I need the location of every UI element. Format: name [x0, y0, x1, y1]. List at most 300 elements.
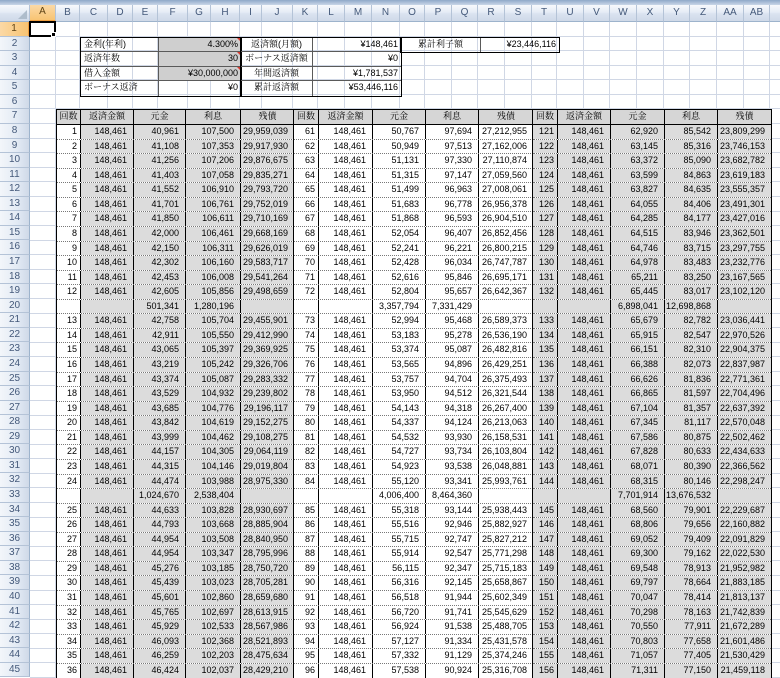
cell-balance[interactable]: 22,904,375	[718, 343, 771, 357]
cell-balance[interactable]: 29,959,039	[241, 125, 294, 139]
cell-interest[interactable]: 93,341	[426, 475, 479, 489]
cell-balance[interactable]: 23,619,183	[718, 169, 771, 183]
cell-count[interactable]: 9	[57, 242, 81, 256]
row-header-37[interactable]: 37	[0, 546, 30, 561]
cell-balance[interactable]: 21,530,429	[718, 649, 771, 663]
param-label[interactable]: ボーナス返済額	[241, 52, 313, 67]
cell-principal[interactable]: 66,865	[611, 387, 665, 401]
row-header-22[interactable]: 22	[0, 328, 30, 343]
cell-payment[interactable]: 148,461	[558, 227, 611, 241]
cell-balance[interactable]: 29,196,117	[241, 402, 294, 416]
cell-interest[interactable]: 77,658	[665, 635, 718, 649]
cell-balance[interactable]: 28,750,720	[241, 562, 294, 576]
cell-payment[interactable]: 148,461	[81, 271, 134, 285]
cell-principal[interactable]: 67,586	[611, 431, 665, 445]
cell-principal[interactable]: 53,950	[373, 387, 426, 401]
cell-payment[interactable]: 148,461	[81, 343, 134, 357]
cell-payment[interactable]: 148,461	[558, 576, 611, 590]
cell-count[interactable]: 72	[294, 285, 319, 299]
cell-payment[interactable]: 148,461	[319, 343, 373, 357]
cell-count[interactable]: 35	[57, 649, 81, 663]
cell-count[interactable]: 85	[294, 504, 319, 518]
cell-principal[interactable]: 67,345	[611, 416, 665, 430]
cell-interest[interactable]: 94,704	[426, 373, 479, 387]
cell-principal[interactable]: 45,276	[134, 562, 186, 576]
param-value[interactable]: ¥148,461	[313, 38, 401, 53]
param-value[interactable]: 4.300%	[159, 38, 241, 53]
cell-interest[interactable]: 102,203	[186, 649, 241, 663]
cell-balance[interactable]: 29,455,901	[241, 314, 294, 328]
cell-count[interactable]: 128	[533, 227, 558, 241]
cell-interest[interactable]: 83,483	[665, 256, 718, 270]
cell-balance[interactable]: 29,412,990	[241, 329, 294, 343]
cell-count[interactable]: 127	[533, 212, 558, 226]
cell-count[interactable]: 147	[533, 533, 558, 547]
column-header-H[interactable]: H	[211, 5, 240, 22]
cell-principal[interactable]: 55,120	[373, 475, 426, 489]
cell-count[interactable]: 156	[533, 664, 558, 678]
cell-payment[interactable]: 148,461	[319, 518, 373, 532]
cell-balance[interactable]: 27,059,560	[479, 169, 533, 183]
cell-count[interactable]: 150	[533, 576, 558, 590]
cell-principal[interactable]: 44,954	[134, 547, 186, 561]
cell-balance[interactable]: 26,375,493	[479, 373, 533, 387]
cell-interest[interactable]: 92,347	[426, 562, 479, 576]
cell-interest[interactable]: 104,305	[186, 445, 241, 459]
cell-payment[interactable]: 148,461	[319, 649, 373, 663]
cell-payment[interactable]: 148,461	[319, 562, 373, 576]
cell-interest[interactable]: 102,368	[186, 635, 241, 649]
cell-interest[interactable]: 82,073	[665, 358, 718, 372]
cell-principal[interactable]: 53,374	[373, 343, 426, 357]
cell-interest[interactable]: 82,310	[665, 343, 718, 357]
cell-balance[interactable]: 29,793,720	[241, 183, 294, 197]
cell-interest[interactable]: 96,778	[426, 198, 479, 212]
cell-balance[interactable]: 26,048,881	[479, 460, 533, 474]
row-header-32[interactable]: 32	[0, 473, 30, 488]
cell-payment[interactable]: 148,461	[319, 431, 373, 445]
cell-interest[interactable]: 103,347	[186, 547, 241, 561]
cell-principal[interactable]: 51,131	[373, 154, 426, 168]
cell-interest[interactable]: 83,946	[665, 227, 718, 241]
cell-count[interactable]: 2	[57, 140, 81, 154]
row-header-23[interactable]: 23	[0, 342, 30, 357]
cell-balance[interactable]: 21,459,118	[718, 664, 771, 678]
cell-principal[interactable]: 43,374	[134, 373, 186, 387]
cell-interest[interactable]: 80,390	[665, 460, 718, 474]
cell-count[interactable]: 68	[294, 227, 319, 241]
cell-principal[interactable]: 42,000	[134, 227, 186, 241]
cell-interest[interactable]: 84,406	[665, 198, 718, 212]
cell-count[interactable]: 129	[533, 242, 558, 256]
cell-interest[interactable]: 106,461	[186, 227, 241, 241]
cell-count[interactable]: 33	[57, 620, 81, 634]
col-header-3[interactable]: 利息	[186, 110, 241, 124]
cell-count[interactable]: 145	[533, 504, 558, 518]
cell-principal[interactable]: 42,605	[134, 285, 186, 299]
cell-interest[interactable]: 103,668	[186, 518, 241, 532]
cell-count[interactable]: 126	[533, 198, 558, 212]
cell-interest[interactable]: 105,550	[186, 329, 241, 343]
cell-payment[interactable]: 148,461	[319, 358, 373, 372]
cell-balance[interactable]: 27,212,955	[479, 125, 533, 139]
cell-count[interactable]: 134	[533, 329, 558, 343]
cell-count[interactable]: 96	[294, 664, 319, 678]
cell-interest[interactable]: 96,593	[426, 212, 479, 226]
cell-balance[interactable]: 21,883,185	[718, 576, 771, 590]
cell-count[interactable]: 82	[294, 445, 319, 459]
cell-interest[interactable]: 97,694	[426, 125, 479, 139]
cell-principal-subtotal[interactable]: 501,341	[134, 300, 186, 314]
cell-count[interactable]: 20	[57, 416, 81, 430]
cell-count-empty[interactable]	[533, 489, 558, 503]
cell-count[interactable]: 130	[533, 256, 558, 270]
cell-balance[interactable]: 22,970,526	[718, 329, 771, 343]
selected-cell-a1[interactable]	[29, 21, 56, 37]
row-header-6[interactable]: 6	[0, 95, 30, 110]
cell-principal[interactable]: 44,474	[134, 475, 186, 489]
cell-payment[interactable]: 148,461	[558, 373, 611, 387]
cell-count[interactable]: 29	[57, 562, 81, 576]
cell-balance[interactable]: 25,715,183	[479, 562, 533, 576]
cell-count[interactable]: 30	[57, 576, 81, 590]
cell-balance[interactable]: 26,213,063	[479, 416, 533, 430]
cell-count[interactable]: 146	[533, 518, 558, 532]
row-header-17[interactable]: 17	[0, 255, 30, 270]
cell-balance[interactable]: 22,298,247	[718, 475, 771, 489]
cell-balance[interactable]: 25,658,867	[479, 576, 533, 590]
cell-principal[interactable]: 52,054	[373, 227, 426, 241]
cell-principal[interactable]: 52,428	[373, 256, 426, 270]
param-label[interactable]: 累計返済額	[241, 81, 313, 96]
cell-balance[interactable]: 23,555,357	[718, 183, 771, 197]
cell-count[interactable]: 151	[533, 591, 558, 605]
cell-count-empty[interactable]	[294, 300, 319, 314]
cell-balance[interactable]: 26,536,190	[479, 329, 533, 343]
cell-interest[interactable]: 77,150	[665, 664, 718, 678]
cell-balance[interactable]: 26,321,544	[479, 387, 533, 401]
cell-interest[interactable]: 79,162	[665, 547, 718, 561]
cell-principal[interactable]: 43,842	[134, 416, 186, 430]
cell-principal[interactable]: 56,115	[373, 562, 426, 576]
cell-count[interactable]: 5	[57, 183, 81, 197]
row-header-36[interactable]: 36	[0, 532, 30, 547]
cell-interest[interactable]: 105,242	[186, 358, 241, 372]
cell-payment[interactable]: 148,461	[558, 620, 611, 634]
cell-count[interactable]: 141	[533, 431, 558, 445]
cell-interest-subtotal[interactable]: 13,676,532	[665, 489, 718, 503]
cell-balance[interactable]: 26,429,251	[479, 358, 533, 372]
cell-principal-subtotal[interactable]: 3,357,794	[373, 300, 426, 314]
cell-balance[interactable]: 26,589,373	[479, 314, 533, 328]
cell-principal[interactable]: 69,300	[611, 547, 665, 561]
cell-interest[interactable]: 84,863	[665, 169, 718, 183]
cell-balance[interactable]: 29,626,019	[241, 242, 294, 256]
cell-payment[interactable]: 148,461	[319, 227, 373, 241]
cell-principal[interactable]: 67,104	[611, 402, 665, 416]
cell-count[interactable]: 10	[57, 256, 81, 270]
cell-payment[interactable]: 148,461	[81, 285, 134, 299]
cell-count[interactable]: 124	[533, 169, 558, 183]
cell-balance[interactable]: 23,102,120	[718, 285, 771, 299]
cell-payment[interactable]: 148,461	[81, 518, 134, 532]
cell-interest[interactable]: 91,944	[426, 591, 479, 605]
cell-count-empty[interactable]	[533, 300, 558, 314]
cell-interest[interactable]: 94,512	[426, 387, 479, 401]
cell-principal[interactable]: 43,065	[134, 343, 186, 357]
column-header-G[interactable]: G	[188, 5, 211, 22]
cell-payment[interactable]: 148,461	[81, 314, 134, 328]
cell-payment[interactable]: 148,461	[81, 475, 134, 489]
cell-balance[interactable]: 29,668,169	[241, 227, 294, 241]
cell-balance[interactable]: 26,103,804	[479, 445, 533, 459]
cell-principal[interactable]: 51,315	[373, 169, 426, 183]
cell-principal[interactable]: 64,515	[611, 227, 665, 241]
cell-principal[interactable]: 57,332	[373, 649, 426, 663]
cell-count[interactable]: 17	[57, 373, 81, 387]
param-label[interactable]: 借入金額	[81, 67, 159, 82]
cell-count[interactable]: 62	[294, 140, 319, 154]
cell-payment[interactable]: 148,461	[558, 358, 611, 372]
cell-interest[interactable]: 83,715	[665, 242, 718, 256]
row-header-25[interactable]: 25	[0, 372, 30, 387]
cell-interest-subtotal[interactable]: 2,538,404	[186, 489, 241, 503]
cell-count[interactable]: 139	[533, 402, 558, 416]
cell-interest[interactable]: 93,734	[426, 445, 479, 459]
cell-count[interactable]: 79	[294, 402, 319, 416]
row-header-45[interactable]: 45	[0, 663, 30, 678]
cell-balance[interactable]: 26,267,400	[479, 402, 533, 416]
cell-interest[interactable]: 104,932	[186, 387, 241, 401]
cell-interest[interactable]: 85,316	[665, 140, 718, 154]
row-header-38[interactable]: 38	[0, 561, 30, 576]
cell-balance[interactable]: 29,498,659	[241, 285, 294, 299]
cell-count[interactable]: 26	[57, 518, 81, 532]
cell-payment[interactable]: 148,461	[558, 242, 611, 256]
cell-count[interactable]: 131	[533, 271, 558, 285]
cell-interest[interactable]: 103,023	[186, 576, 241, 590]
cell-payment[interactable]: 148,461	[319, 533, 373, 547]
cell-count[interactable]: 1	[57, 125, 81, 139]
column-header-N[interactable]: N	[372, 5, 400, 22]
cell-principal[interactable]: 54,923	[373, 460, 426, 474]
cell-balance[interactable]: 25,431,578	[479, 635, 533, 649]
row-header-28[interactable]: 28	[0, 415, 30, 430]
col-header-4[interactable]: 残債	[241, 110, 294, 124]
cell-payment[interactable]: 148,461	[319, 606, 373, 620]
cell-principal[interactable]: 41,850	[134, 212, 186, 226]
cell-balance[interactable]: 22,434,633	[718, 445, 771, 459]
cell-count[interactable]: 77	[294, 373, 319, 387]
cell-principal[interactable]: 46,259	[134, 649, 186, 663]
row-header-7[interactable]: 7	[0, 109, 30, 124]
cell-count[interactable]: 89	[294, 562, 319, 576]
cell-balance[interactable]: 22,771,361	[718, 373, 771, 387]
column-header-C[interactable]: C	[80, 5, 108, 22]
cell-balance[interactable]: 29,583,717	[241, 256, 294, 270]
cell-interest[interactable]: 80,633	[665, 445, 718, 459]
cell-interest[interactable]: 103,508	[186, 533, 241, 547]
cell-principal[interactable]: 54,727	[373, 445, 426, 459]
cell-interest[interactable]: 91,538	[426, 620, 479, 634]
cell-payment[interactable]: 148,461	[81, 504, 134, 518]
row-header-18[interactable]: 18	[0, 270, 30, 285]
cell-interest[interactable]: 81,597	[665, 387, 718, 401]
cell-count[interactable]: 78	[294, 387, 319, 401]
cell-count[interactable]: 135	[533, 343, 558, 357]
cell-balance[interactable]: 23,491,301	[718, 198, 771, 212]
cell-principal[interactable]: 46,424	[134, 664, 186, 678]
cell-interest[interactable]: 103,828	[186, 504, 241, 518]
cell-balance[interactable]: 29,876,675	[241, 154, 294, 168]
cell-interest[interactable]: 102,533	[186, 620, 241, 634]
cell-principal[interactable]: 44,793	[134, 518, 186, 532]
cell-count[interactable]: 88	[294, 547, 319, 561]
cell-balance[interactable]: 27,162,006	[479, 140, 533, 154]
cell-count[interactable]: 31	[57, 591, 81, 605]
cell-payment[interactable]: 148,461	[319, 212, 373, 226]
cell-interest[interactable]: 107,058	[186, 169, 241, 183]
row-header-31[interactable]: 31	[0, 459, 30, 474]
row-header-12[interactable]: 12	[0, 182, 30, 197]
cell-payment[interactable]: 148,461	[319, 664, 373, 678]
cell-count[interactable]: 137	[533, 373, 558, 387]
cell-balance[interactable]: 23,297,755	[718, 242, 771, 256]
cell-count-empty[interactable]	[57, 489, 81, 503]
cell-count[interactable]: 93	[294, 620, 319, 634]
cell-balance[interactable]: 26,904,510	[479, 212, 533, 226]
cell-payment[interactable]: 148,461	[319, 504, 373, 518]
row-header-5[interactable]: 5	[0, 80, 30, 95]
cell-principal[interactable]: 43,529	[134, 387, 186, 401]
row-header-41[interactable]: 41	[0, 605, 30, 620]
cell-count[interactable]: 66	[294, 198, 319, 212]
cell-interest-subtotal[interactable]: 1,280,196	[186, 300, 241, 314]
cell-principal-subtotal[interactable]: 1,024,670	[134, 489, 186, 503]
cell-payment[interactable]: 148,461	[319, 169, 373, 183]
cell-principal[interactable]: 63,372	[611, 154, 665, 168]
cell-count[interactable]: 70	[294, 256, 319, 270]
cell-payment[interactable]: 148,461	[558, 198, 611, 212]
cell-count[interactable]: 8	[57, 227, 81, 241]
cell-payment[interactable]: 148,461	[558, 664, 611, 678]
cell-interest[interactable]: 92,145	[426, 576, 479, 590]
cell-count[interactable]: 94	[294, 635, 319, 649]
cell-payment[interactable]: 148,461	[558, 125, 611, 139]
cell-balance[interactable]: 22,837,987	[718, 358, 771, 372]
cell-interest[interactable]: 79,901	[665, 504, 718, 518]
cell-balance[interactable]: 29,239,802	[241, 387, 294, 401]
cell-principal[interactable]: 51,683	[373, 198, 426, 212]
row-header-27[interactable]: 27	[0, 401, 30, 416]
cell-balance[interactable]: 22,570,048	[718, 416, 771, 430]
cell-payment-empty[interactable]	[558, 489, 611, 503]
cell-principal[interactable]: 45,929	[134, 620, 186, 634]
cell-payment-empty[interactable]	[558, 300, 611, 314]
cell-balance[interactable]: 26,642,367	[479, 285, 533, 299]
cell-principal[interactable]: 57,127	[373, 635, 426, 649]
cell-payment[interactable]: 148,461	[319, 329, 373, 343]
cell-principal[interactable]: 66,626	[611, 373, 665, 387]
cell-balance[interactable]: 21,813,137	[718, 591, 771, 605]
cell-interest[interactable]: 80,146	[665, 475, 718, 489]
cell-principal[interactable]: 40,961	[134, 125, 186, 139]
cell-principal[interactable]: 53,183	[373, 329, 426, 343]
row-header-33[interactable]: 33	[0, 488, 30, 503]
cell-payment[interactable]: 148,461	[558, 475, 611, 489]
cell-principal[interactable]: 54,337	[373, 416, 426, 430]
column-header-D[interactable]: D	[108, 5, 133, 22]
cell-balance[interactable]: 26,158,531	[479, 431, 533, 445]
cell-count[interactable]: 28	[57, 547, 81, 561]
cell-interest[interactable]: 92,946	[426, 518, 479, 532]
cell-balance[interactable]: 25,827,212	[479, 533, 533, 547]
cell-count[interactable]: 76	[294, 358, 319, 372]
cell-balance[interactable]: 22,160,882	[718, 518, 771, 532]
cell-interest[interactable]: 82,547	[665, 329, 718, 343]
cell-payment[interactable]: 148,461	[558, 504, 611, 518]
cell-interest[interactable]: 97,147	[426, 169, 479, 183]
cell-interest[interactable]: 105,087	[186, 373, 241, 387]
cell-principal[interactable]: 64,978	[611, 256, 665, 270]
cell-principal[interactable]: 42,453	[134, 271, 186, 285]
cell-count[interactable]: 153	[533, 620, 558, 634]
row-header-11[interactable]: 11	[0, 168, 30, 183]
cell-principal[interactable]: 44,633	[134, 504, 186, 518]
col-header-2[interactable]: 元金	[134, 110, 186, 124]
param-label[interactable]: 返済年数	[81, 52, 159, 67]
cell-principal[interactable]: 69,797	[611, 576, 665, 590]
cell-principal[interactable]: 56,518	[373, 591, 426, 605]
cell-balance[interactable]: 28,475,634	[241, 649, 294, 663]
cell-payment[interactable]: 148,461	[319, 460, 373, 474]
cell-interest[interactable]: 92,547	[426, 547, 479, 561]
cumulative-interest-label[interactable]: 累計利子額	[401, 38, 481, 53]
cell-interest[interactable]: 104,146	[186, 460, 241, 474]
col-header-1[interactable]: 返済金額	[81, 110, 134, 124]
cell-count[interactable]: 7	[57, 212, 81, 226]
cell-interest[interactable]: 104,462	[186, 431, 241, 445]
cell-count[interactable]: 27	[57, 533, 81, 547]
cell-payment[interactable]: 148,461	[81, 387, 134, 401]
cell-principal[interactable]: 66,151	[611, 343, 665, 357]
cell-principal[interactable]: 52,616	[373, 271, 426, 285]
cell-balance[interactable]: 28,429,210	[241, 664, 294, 678]
cell-payment[interactable]: 148,461	[319, 416, 373, 430]
cell-principal[interactable]: 44,315	[134, 460, 186, 474]
cell-payment[interactable]: 148,461	[81, 256, 134, 270]
cell-principal[interactable]: 71,311	[611, 664, 665, 678]
cell-interest[interactable]: 92,747	[426, 533, 479, 547]
param-value[interactable]: ¥53,446,116	[348, 82, 398, 93]
cell-count[interactable]: 34	[57, 635, 81, 649]
cell-interest[interactable]: 106,761	[186, 198, 241, 212]
column-header-Z[interactable]: Z	[690, 5, 717, 22]
cell-balance[interactable]: 27,110,874	[479, 154, 533, 168]
cell-payment[interactable]: 148,461	[558, 343, 611, 357]
row-header-10[interactable]: 10	[0, 153, 30, 168]
cell-count[interactable]: 125	[533, 183, 558, 197]
param-value[interactable]: ¥1,781,537	[313, 67, 401, 82]
column-header-Y[interactable]: Y	[664, 5, 690, 22]
cell-principal[interactable]: 64,285	[611, 212, 665, 226]
cell-balance[interactable]: 26,695,171	[479, 271, 533, 285]
cell-count[interactable]: 136	[533, 358, 558, 372]
cell-principal[interactable]: 41,108	[134, 140, 186, 154]
cell-payment[interactable]: 148,461	[81, 591, 134, 605]
cell-principal[interactable]: 67,828	[611, 445, 665, 459]
cell-balance[interactable]: 28,613,915	[241, 606, 294, 620]
